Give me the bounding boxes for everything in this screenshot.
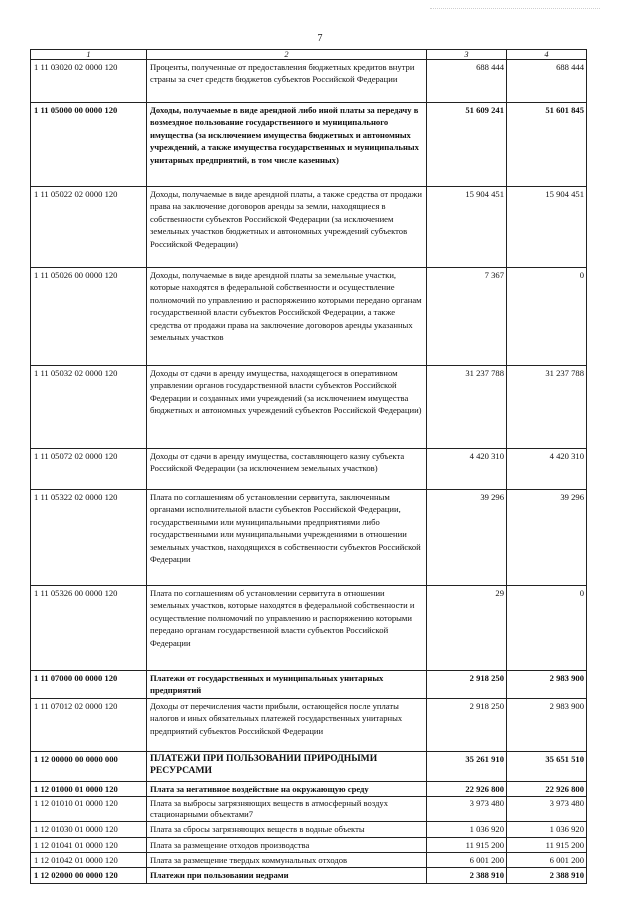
row-description: Доходы от сдачи в аренду имущества, находящегося в оперативном управлении органов государственной власти субъектов Российской Федерации и созданных ими учреждений (за исключением имущества бюджетных и автономных учреждений субъектов Российской Федерации) [147,366,427,449]
row-code: 1 11 05026 00 0000 120 [31,268,147,366]
header-row [31,50,587,60]
row-value-col3: 3 973 480 [427,797,507,822]
row-value-col4: 39 296 [507,490,587,586]
row-value-col4: 51 601 845 [507,103,587,187]
table-row [31,490,587,586]
table-row [31,187,587,268]
row-value-col4: 1 036 920 [507,822,587,837]
header-col-2: 2 [147,50,427,60]
row-value-col3: 7 367 [427,268,507,366]
row-description: Плата по соглашениям об установлении сервитута, заключенным органами исполнительной власти субъектов Российской Федерации, государственными или муниципальными предприятиями либо государственными или муниципальными учреждениями в отношении земельных участков, находящихся в собственности субъектов Российской Федерации [147,490,427,586]
row-code: 1 12 00000 00 0000 000 [31,751,147,781]
row-code: 1 12 01000 01 0000 120 [31,781,147,796]
row-description: Доходы, получаемые в виде арендной платы за земельные участки, которые находятся в федеральной собственности и осуществление полномочий по управлению и распоряжению которыми передано органам государственной власти субъектов Российской Федерации, а также средства от продажи права на заключение договоров аренды указанных земельных участков [147,268,427,366]
row-code: 1 11 05326 00 0000 120 [31,586,147,671]
row-description: Платежи при пользовании недрами [147,868,427,883]
row-value-col4: 31 237 788 [507,366,587,449]
row-code: 1 11 07012 02 0000 120 [31,698,147,751]
row-code: 1 12 01010 01 0000 120 [31,797,147,822]
row-value-col4: 0 [507,586,587,671]
table-row [31,586,587,671]
row-description: Проценты, полученные от предоставления бюджетных кредитов внутри страны за счет средств бюджетов субъектов Российской Федерации [147,60,427,103]
table-row [31,366,587,449]
table-row [31,781,587,796]
row-description: ПЛАТЕЖИ ПРИ ПОЛЬЗОВАНИИ ПРИРОДНЫМИ РЕСУРСАМИ [147,751,427,781]
row-value-col3: 4 420 310 [427,449,507,490]
table-row [31,837,587,852]
row-value-col4: 3 973 480 [507,797,587,822]
row-code: 1 11 05000 00 0000 120 [31,103,147,187]
row-description: Доходы, получаемые в виде арендной либо иной платы за передачу в возмездное пользование государственного и муниципального имущества (за исключением имущества бюджетных и автономных учреждений, а также имущества государственных и муниципальных унитарных предприятий, в том числе казенных) [147,103,427,187]
row-value-col4: 2 388 910 [507,868,587,883]
row-description: Платежи от государственных и муниципальных унитарных предприятий [147,671,427,699]
table-row [31,103,587,187]
row-description: Доходы от сдачи в аренду имущества, составляющего казну субъекта Российской Федерации (за исключением земельных участков) [147,449,427,490]
row-value-col4: 35 651 510 [507,751,587,781]
row-value-col3: 22 926 800 [427,781,507,796]
row-value-col4: 2 983 900 [507,671,587,699]
table-row [31,853,587,868]
table-row [31,671,587,699]
row-value-col4: 11 915 200 [507,837,587,852]
row-value-col3: 6 001 200 [427,853,507,868]
row-value-col3: 11 915 200 [427,837,507,852]
row-value-col4: 22 926 800 [507,781,587,796]
row-value-col4: 15 904 451 [507,187,587,268]
row-code: 1 11 05072 02 0000 120 [31,449,147,490]
row-description: Плата за размещение твердых коммунальных отходов [147,853,427,868]
row-description: Плата за размещение отходов производства [147,837,427,852]
row-value-col4: 6 001 200 [507,853,587,868]
row-value-col3: 2 918 250 [427,671,507,699]
row-description: Доходы, получаемые в виде арендной платы, а также средства от продажи права на заключение договоров аренды за земли, находящиеся в собственности субъектов Российской Федерации (за исключением земельных участков бюджетных и автономных учреждений субъектов Российской Федерации) [147,187,427,268]
row-value-col3: 31 237 788 [427,366,507,449]
row-description: Плата по соглашениям об установлении сервитута в отношении земельных участков, которые находятся в федеральной собственности и осуществление полномочий по управлению и распоряжению которыми передано органам государственной власти субъектов Российской Федерации [147,586,427,671]
row-code: 1 12 02000 00 0000 120 [31,868,147,883]
row-value-col4: 0 [507,268,587,366]
table-row [31,449,587,490]
row-value-col3: 1 036 920 [427,822,507,837]
revenue-table [30,49,587,884]
row-description: Плата за негативное воздействие на окружающую среду [147,781,427,796]
table-row [31,822,587,837]
row-code: 1 11 05322 02 0000 120 [31,490,147,586]
row-value-col3: 15 904 451 [427,187,507,268]
header-col-1: 1 [31,50,147,60]
row-code: 1 12 01042 01 0000 120 [31,853,147,868]
row-value-col3: 35 261 910 [427,751,507,781]
row-code: 1 12 01030 01 0000 120 [31,822,147,837]
table-row [31,698,587,751]
row-code: 1 11 05032 02 0000 120 [31,366,147,449]
row-code: 1 11 05022 02 0000 120 [31,187,147,268]
table-row [31,268,587,366]
row-value-col3: 2 918 250 [427,698,507,751]
row-value-col4: 688 444 [507,60,587,103]
row-code: 1 11 03020 02 0000 120 [31,60,147,103]
table-row [31,797,587,822]
row-description: Плата за сбросы загрязняющих веществ в водные объекты [147,822,427,837]
row-value-col3: 29 [427,586,507,671]
row-value-col3: 688 444 [427,60,507,103]
header-col-4: 4 [507,50,587,60]
table-row [31,60,587,103]
row-value-col4: 2 983 900 [507,698,587,751]
row-code: 1 11 07000 00 0000 120 [31,671,147,699]
row-code: 1 12 01041 01 0000 120 [31,837,147,852]
row-description: Плата за выбросы загрязняющих веществ в атмосферный воздух стационарными объектами7 [147,797,427,822]
table-row [31,868,587,883]
row-value-col3: 39 296 [427,490,507,586]
row-value-col3: 2 388 910 [427,868,507,883]
row-description: Доходы от перечисления части прибыли, остающейся после уплаты налогов и иных обязательных платежей государственных унитарных предприятий субъектов Российской Федерации [147,698,427,751]
row-value-col4: 4 420 310 [507,449,587,490]
scan-artifact [430,8,600,10]
row-value-col3: 51 609 241 [427,103,507,187]
page-number: 7 [317,33,323,44]
header-col-3: 3 [427,50,507,60]
table-row [31,751,587,781]
